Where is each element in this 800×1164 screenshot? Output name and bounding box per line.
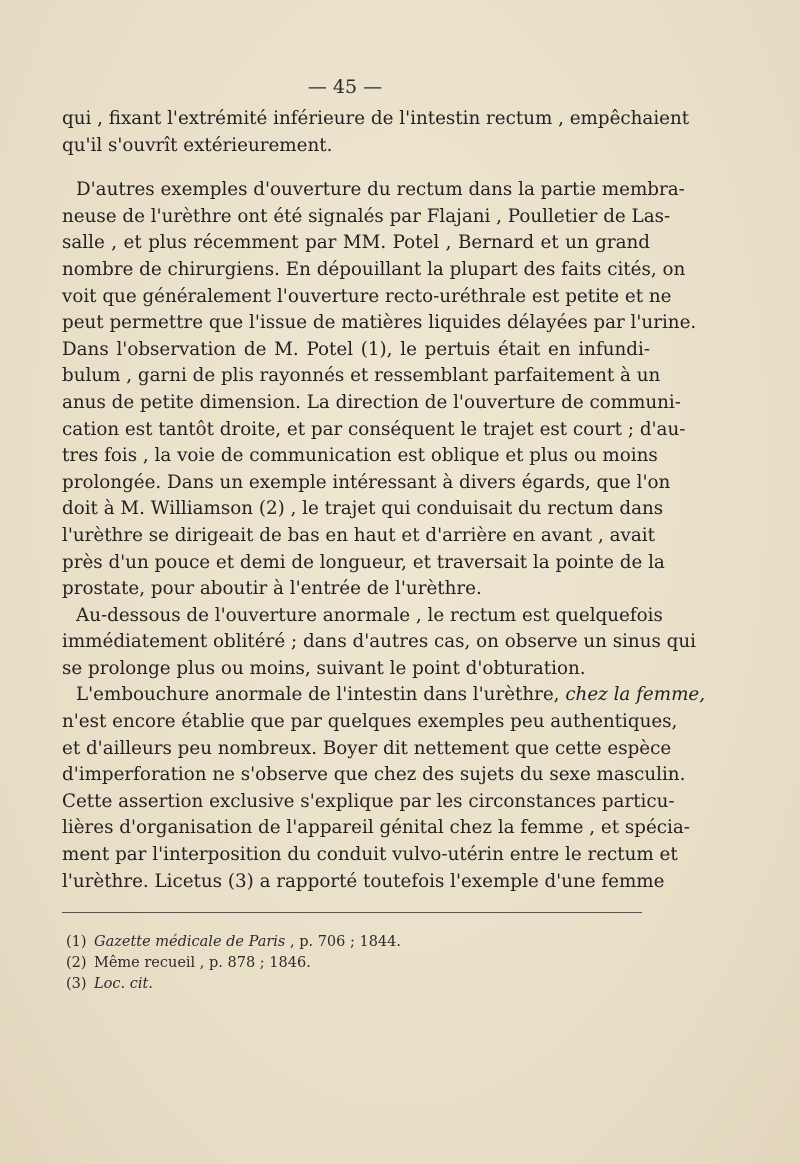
footnote-text: Même recueil , p. 878 ; 1846. — [94, 955, 311, 971]
text-line: lières d'organisation de l'appareil génital chez la femme , et spécia- — [62, 817, 690, 839]
footnote-mark: (1) — [66, 934, 87, 950]
text-line: qui , fixant l'extrémité inférieure de l'intestin rectum , empêchaient — [62, 108, 690, 129]
text-line: n'est encore établie que par quelques exemples peu authentiques, — [62, 711, 678, 733]
text-line: nombre de chirurgiens. En dépouillant la plupart des faits cités, on — [62, 258, 686, 280]
page-number: — 45 — — [307, 76, 383, 98]
paragraph-gap — [62, 159, 650, 177]
text-line: anus de petite dimension. La direction de l'ouverture de communi- — [62, 391, 681, 413]
footnote-text: , p. 706 ; 1844. — [285, 934, 401, 950]
footnote-mark: (2) — [66, 955, 87, 971]
text-line: Au-dessous de l'ouverture anormale , le rectum est quelquefois — [76, 604, 663, 626]
text-line: salle , et plus récemment par MM. Potel , Bernard et un grand — [62, 232, 650, 254]
footnote-item — [66, 932, 626, 953]
footnotes — [66, 932, 626, 995]
footnote-mark: (3) — [66, 976, 87, 992]
text-line: doit à M. Williamson (2) , le trajet qui conduisait du rectum dans — [62, 498, 664, 520]
text-line: neuse de l'urèthre ont été signalés par Flajani , Poulletier de Las- — [62, 205, 671, 227]
text-line: Dans l'observation de M. Potel (1), le pertuis était en infundi- — [62, 338, 650, 360]
text-segment: L'embouchure anormale de l'intestin dans l'urèthre, — [76, 684, 560, 706]
text-line: voit que généralement l'ouverture recto-uréthrale est petite et ne — [62, 285, 672, 307]
footnote-divider — [62, 912, 642, 913]
text-line: l'urèthre. Licetus (3) a rapporté toutefois l'exemple d'une femme — [62, 870, 665, 892]
footnote-item — [66, 953, 626, 974]
text-line — [62, 682, 706, 709]
text-line: peut permettre que l'issue de matières liquides délayées par l'urine. — [62, 312, 697, 334]
text-line: prolongée. Dans un exemple intéressant à divers égards, que l'on — [62, 471, 671, 493]
text-line: et d'ailleurs peu nombreux. Boyer dit nettement que cette espèce — [62, 737, 672, 759]
text-line: se prolonge plus ou moins, suivant le point d'obturation. — [62, 657, 586, 679]
text-line: D'autres exemples d'ouverture du rectum dans la partie membra- — [76, 179, 685, 201]
footnote-title: Loc. cit. — [94, 976, 153, 992]
text-line: Cette assertion exclusive s'explique par les circonstances particu- — [62, 790, 675, 812]
text-line: tres fois , la voie de communication est oblique et plus ou moins — [62, 445, 658, 467]
text-line: bulum , garni de plis rayonnés et ressemblant parfaitement à un — [62, 365, 661, 387]
text-line: immédiatement oblitéré ; dans d'autres cas, on observe un sinus qui — [62, 631, 696, 653]
text-line: près d'un pouce et demi de longueur, et traversait la pointe de la — [62, 551, 665, 573]
footnote-item — [66, 974, 626, 995]
text-line: qu'il s'ouvrît extérieurement. — [62, 134, 333, 156]
body-text — [62, 106, 706, 895]
text-line: ment par l'interposition du conduit vulvo-utérin entre le rectum et — [62, 844, 678, 866]
footnote-title: Gazette médicale de Paris — [94, 934, 286, 950]
text-line: d'imperforation ne s'observe que chez des sujets du sexe masculin. — [62, 764, 686, 786]
italic-phrase: chez la femme, — [565, 684, 706, 706]
text-line: l'urèthre se dirigeait de bas en haut et d'arrière en avant , avait — [62, 524, 655, 546]
text-line: cation est tantôt droite, et par conséquent le trajet est court ; d'au- — [62, 418, 686, 440]
text-line: prostate, pour aboutir à l'entrée de l'urèthre. — [62, 578, 482, 600]
